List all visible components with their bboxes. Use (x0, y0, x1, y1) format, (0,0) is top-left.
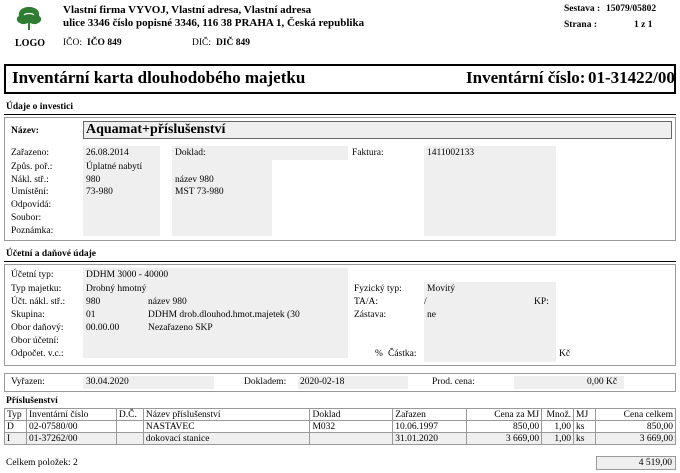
soubor-label: Soubor: (11, 213, 42, 223)
column-header: Cena celkem (596, 409, 676, 421)
company-line-2: ulice 3346 číslo popisné 3346, 116 38 PRAHA 1, Česká republika (63, 17, 365, 29)
ico-label: IČO: (63, 38, 82, 48)
zpus-por-value: Úplatné nabytí (86, 162, 143, 172)
table-cell: 02-07580/00 (26, 421, 116, 433)
column-header: Inventární číslo (26, 409, 116, 421)
nakl-str-label: Nákl. stř.: (11, 175, 49, 185)
ucetni-typ-label: Účetní typ: (11, 270, 54, 280)
company-logo (14, 5, 44, 41)
dokladem-label: Dokladem: (244, 377, 287, 387)
column-header: Typ (5, 409, 27, 421)
table-cell: 3 669,00 (467, 433, 542, 445)
table-row (5, 421, 676, 433)
ucetni-typ-value: DDHM 3000 - 40000 (86, 270, 169, 280)
column-header: Doklad (310, 409, 393, 421)
column-header: Cena za MJ (467, 409, 542, 421)
kp-label: KP: (534, 297, 549, 307)
skupina-name: DDHM drob.dlouhod.hmot.majetek (30 (148, 310, 300, 320)
column-header: Název příslušenství (143, 409, 310, 421)
castka-label: Částka: (388, 349, 417, 359)
strana-label: Strana : (564, 20, 597, 30)
nakl-str-value: 980 (86, 175, 101, 185)
table-cell (116, 433, 143, 445)
doklad-label: Doklad: (175, 148, 206, 158)
umisteni-name: MST 73-980 (175, 187, 224, 197)
faktura-label: Faktura: (352, 148, 384, 158)
logo-text: LOGO (15, 38, 46, 49)
investice-value-col-3 (221, 146, 348, 160)
obor-danovy-label: Obor daňový: (11, 323, 64, 333)
table-cell (116, 421, 143, 433)
odpovida-label: Odpovídá: (11, 200, 52, 210)
uct-nakl-name: název 980 (148, 297, 187, 307)
column-header: D.Č. (116, 409, 143, 421)
typ-majetku-label: Typ majetku: (11, 284, 62, 294)
section-prislusenstvi-title: Příslušenství (6, 396, 58, 406)
tree-logo-icon (14, 5, 44, 31)
prod-cena-value: 0,00 Kč (587, 377, 618, 387)
obor-danovy-value: 00.00.00 (86, 323, 120, 333)
dic-value: DIČ 849 (216, 38, 251, 48)
nazev-label: Název: (11, 126, 39, 136)
nazev-value: Aquamat+příslušenství (86, 122, 226, 137)
table-header-row (5, 409, 676, 421)
dic-label: DIČ: (192, 38, 211, 48)
table-cell: I (5, 433, 27, 445)
obor-ucetni-label: Obor účetní: (11, 336, 59, 346)
table-cell: 1,00 (542, 421, 574, 433)
inventory-number-label: Inventární číslo: (466, 68, 586, 87)
vyrazen-label: Vyřazen: (11, 377, 45, 387)
vyrazen-value: 30.04.2020 (86, 377, 129, 387)
table-cell: 31.01.2020 (393, 433, 467, 445)
skupina-value: 01 (86, 310, 96, 320)
zpus-por-label: Způs. poř.: (11, 162, 53, 172)
column-header: MJ (574, 409, 596, 421)
strana-value: 1 z 1 (634, 20, 653, 30)
skupina-label: Skupina: (11, 310, 45, 320)
table-cell: ks (574, 421, 596, 433)
table-cell: NASTAVEC (143, 421, 310, 433)
column-header: Zařazen (393, 409, 467, 421)
fyz-typ-value: Movitý (427, 284, 455, 294)
table-cell: 01-37262/00 (26, 433, 116, 445)
table-cell (310, 433, 393, 445)
umisteni-value: 73-980 (86, 187, 113, 197)
item-count: Celkem položek: 2 (6, 458, 78, 468)
ta-label: TA/A: (354, 297, 379, 307)
investice-value-col-4 (424, 146, 556, 236)
inventory-number-value: 01-31422/00 (588, 68, 675, 87)
table-cell: M032 (310, 421, 393, 433)
table-cell: ks (574, 433, 596, 445)
section-divider (4, 114, 676, 115)
table-cell: D (5, 421, 27, 433)
ico-value: IČO 849 (87, 38, 122, 48)
faktura-value: 1411002133 (427, 148, 475, 158)
uct-nakl-label: Účt. nákl. stř.: (11, 297, 66, 307)
poznamka-label: Poznámka: (11, 226, 54, 236)
ta-value: / (424, 297, 427, 307)
table-row (5, 433, 676, 445)
table-cell: 1,00 (542, 433, 574, 445)
table-cell: 3 669,00 (596, 433, 676, 445)
sestava-value: 15079/05802 (606, 4, 657, 14)
castka-value: Kč (559, 349, 571, 359)
obor-danovy-name: Nezařazeno SKP (148, 323, 213, 333)
table-cell: 10.06.1997 (393, 421, 467, 433)
column-header: Množ. (542, 409, 574, 421)
odpocet-label: Odpočet. v.c.: (11, 349, 64, 359)
section-investice-title: Údaje o investici (6, 102, 74, 112)
table-cell: 850,00 (596, 421, 676, 433)
fyz-typ-label: Fyzický typ: (354, 284, 402, 294)
section-divider (4, 261, 676, 262)
page-title: Inventární karta dlouhodobého majetku (12, 68, 306, 87)
zastava-label: Zástava: (354, 310, 387, 320)
sestava-label: Sestava : (564, 4, 601, 14)
section-ucetni-title: Účetní a daňové údaje (6, 249, 96, 259)
zarazeno-value: 26.08.2014 (86, 148, 129, 158)
pct-label: % (375, 349, 383, 359)
nakl-str-name: název 980 (175, 175, 214, 185)
uct-nakl-value: 980 (86, 297, 101, 307)
zarazeno-label: Zařazeno: (11, 148, 49, 158)
table-cell: 850,00 (467, 421, 542, 433)
typ-majetku-value: Drobný hmotný (86, 284, 147, 294)
prod-cena-label: Prod. cena: (432, 377, 475, 387)
zastava-value: ne (427, 310, 436, 320)
prislusenstvi-table (4, 408, 676, 445)
table-cell: dokovací stanice (143, 433, 310, 445)
dokladem-value: 2020-02-18 (300, 377, 345, 387)
total-value: 4 519,00 (638, 458, 672, 468)
ucetni-value-col-2 (424, 282, 556, 362)
company-line-1: Vlastní firma VYVOJ, Vlastní adresa, Vlastní adresa (63, 4, 312, 16)
umisteni-label: Umístění: (11, 187, 49, 197)
